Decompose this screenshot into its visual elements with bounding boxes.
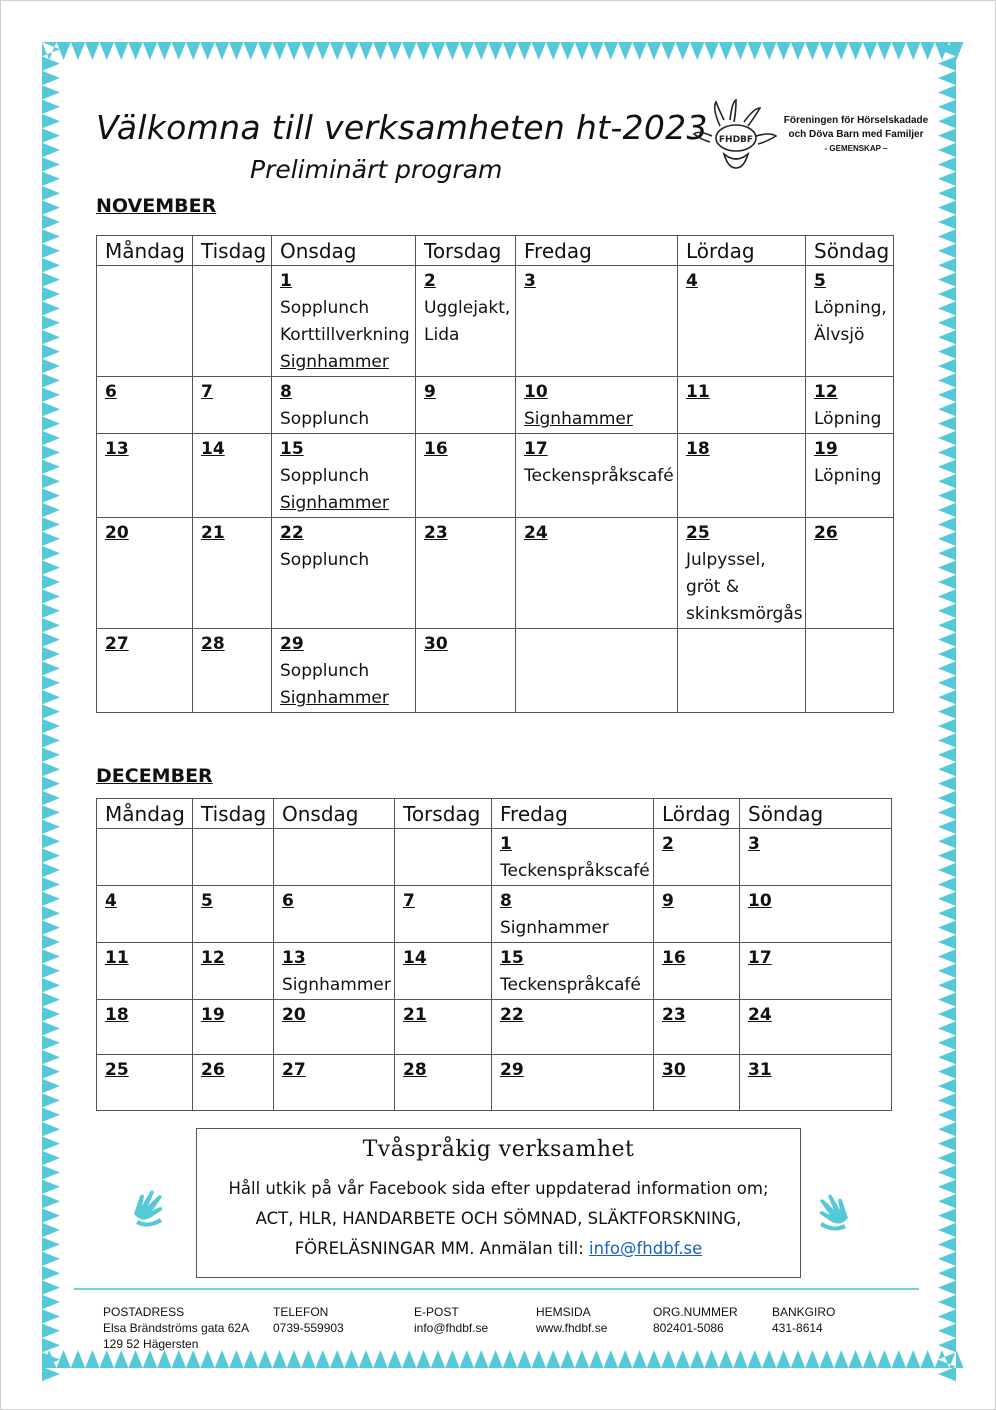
page-title: Välkomna till verksamheten ht-2023 xyxy=(96,108,708,147)
day-number: 9 xyxy=(424,382,436,402)
footer-postadress xyxy=(103,1304,249,1352)
november-calendar xyxy=(96,235,894,713)
calendar-day-cell xyxy=(516,434,678,518)
day-number: 14 xyxy=(201,439,225,459)
event-label: Julpyssel, xyxy=(686,550,766,570)
calendar-day-cell xyxy=(274,829,395,886)
day-number: 6 xyxy=(105,382,117,402)
day-number: 22 xyxy=(280,523,304,543)
svg-text:FHDBF: FHDBF xyxy=(718,135,754,145)
weekday-header: Söndag xyxy=(740,799,892,829)
weekday-header: Onsdag xyxy=(272,236,416,266)
calendar-day-cell xyxy=(395,1000,492,1055)
event-label: Ugglejakt, xyxy=(424,298,511,318)
footer-org-label: ORG.NUMMER xyxy=(653,1305,738,1319)
day-number: 27 xyxy=(282,1060,306,1080)
calendar-day-cell xyxy=(416,266,516,377)
info-text xyxy=(197,1174,800,1264)
day-number: 26 xyxy=(814,523,838,543)
day-number: 10 xyxy=(524,382,548,402)
info-line-3 xyxy=(197,1234,800,1264)
calendar-day-cell xyxy=(416,434,516,518)
calendar-day-cell xyxy=(193,829,274,886)
calendar-week-row xyxy=(97,377,894,434)
calendar-day-cell xyxy=(97,943,193,1000)
day-number: 25 xyxy=(686,523,710,543)
weekday-header: Tisdag xyxy=(193,236,272,266)
calendar-day-cell xyxy=(654,1000,740,1055)
weekday-header: Lördag xyxy=(678,236,806,266)
calendar-day-cell xyxy=(395,943,492,1000)
calendar-day-cell xyxy=(272,377,416,434)
footer-epost xyxy=(414,1304,488,1336)
calendar-day-cell xyxy=(274,886,395,943)
calendar-day-cell xyxy=(740,886,892,943)
day-number: 20 xyxy=(105,523,129,543)
day-number: 7 xyxy=(201,382,213,402)
calendar-day-cell xyxy=(193,1055,274,1111)
weekday-header: Torsdag xyxy=(395,799,492,829)
weekday-header: Måndag xyxy=(97,236,193,266)
calendar-day-cell xyxy=(516,518,678,629)
day-number: 19 xyxy=(814,439,838,459)
calendar-day-cell xyxy=(193,1000,274,1055)
day-number: 16 xyxy=(662,948,686,968)
event-label: Signhammer xyxy=(280,688,389,708)
day-number: 22 xyxy=(500,1005,524,1025)
calendar-day-cell xyxy=(492,1055,654,1111)
day-number: 21 xyxy=(201,523,225,543)
weekday-header: Lördag xyxy=(654,799,740,829)
day-number: 5 xyxy=(814,271,826,291)
calendar-day-cell xyxy=(416,629,516,713)
weekday-header: Tisdag xyxy=(193,799,274,829)
event-label: Korttillverkning xyxy=(280,325,410,345)
calendar-week-row xyxy=(97,266,894,377)
event-label: Löpning, xyxy=(814,298,887,318)
calendar-day-cell xyxy=(678,434,806,518)
info-title: Tvåspråkig verksamhet xyxy=(362,1137,635,1162)
calendar-day-cell xyxy=(193,518,272,629)
footer-orgnummer xyxy=(653,1304,738,1336)
day-number: 7 xyxy=(403,891,415,911)
day-number: 19 xyxy=(201,1005,225,1025)
calendar-day-cell xyxy=(740,829,892,886)
calendar-day-cell xyxy=(193,943,274,1000)
sign-language-hands-icon xyxy=(128,1184,168,1228)
calendar-day-cell xyxy=(97,1000,193,1055)
footer-divider xyxy=(74,1288,919,1290)
day-number: 18 xyxy=(686,439,710,459)
day-number: 17 xyxy=(524,439,548,459)
day-number: 24 xyxy=(524,523,548,543)
calendar-day-cell xyxy=(193,266,272,377)
calendar-day-cell xyxy=(272,434,416,518)
day-number: 9 xyxy=(662,891,674,911)
event-label: Älvsjö xyxy=(814,325,865,345)
footer-telefon-label: TELEFON xyxy=(273,1305,329,1319)
day-number: 29 xyxy=(280,634,304,654)
calendar-day-cell xyxy=(654,829,740,886)
calendar-day-cell xyxy=(492,829,654,886)
calendar-day-cell xyxy=(97,886,193,943)
day-number: 27 xyxy=(105,634,129,654)
footer-postadress-line2: 129 52 Hägersten xyxy=(103,1337,199,1351)
calendar-day-cell xyxy=(395,886,492,943)
event-label: Sopplunch xyxy=(280,661,370,681)
event-label: Löpning xyxy=(814,409,882,429)
calendar-day-cell xyxy=(492,1000,654,1055)
footer-epost-label: E-POST xyxy=(414,1305,459,1319)
event-label: Signhammer xyxy=(280,493,389,513)
day-number: 8 xyxy=(280,382,292,402)
day-number: 12 xyxy=(201,948,225,968)
day-number: 14 xyxy=(403,948,427,968)
day-number: 23 xyxy=(424,523,448,543)
weekday-header: Torsdag xyxy=(416,236,516,266)
calendar-day-cell xyxy=(516,377,678,434)
day-number: 6 xyxy=(282,891,294,911)
org-logo-icon xyxy=(690,96,782,176)
weekday-header: Måndag xyxy=(97,799,193,829)
footer-hemsida-value: www.fhdbf.se xyxy=(536,1321,608,1335)
footer-hemsida xyxy=(536,1304,607,1336)
calendar-week-row xyxy=(97,434,894,518)
day-number: 28 xyxy=(403,1060,427,1080)
footer-epost-value: info@fhdbf.se xyxy=(414,1321,489,1335)
event-label: Löpning xyxy=(814,466,882,486)
calendar-day-cell xyxy=(272,629,416,713)
day-number: 30 xyxy=(424,634,448,654)
day-number: 13 xyxy=(282,948,306,968)
day-number: 2 xyxy=(424,271,436,291)
calendar-day-cell xyxy=(740,1055,892,1111)
day-number: 15 xyxy=(280,439,304,459)
calendar-week-row xyxy=(97,518,894,629)
footer-telefon-value: 0739-559903 xyxy=(273,1321,344,1335)
calendar-day-cell xyxy=(97,629,193,713)
day-number: 4 xyxy=(686,271,698,291)
day-number: 8 xyxy=(500,891,512,911)
day-number: 1 xyxy=(500,834,512,854)
footer-postadress-line1: Elsa Brändströms gata 62A xyxy=(103,1321,250,1335)
event-label: Signhammer xyxy=(500,918,609,938)
weekday-header: Fredag xyxy=(492,799,654,829)
calendar-day-cell xyxy=(272,266,416,377)
day-number: 31 xyxy=(748,1060,772,1080)
december-calendar xyxy=(96,798,892,1111)
weekday-header: Onsdag xyxy=(274,799,395,829)
weekday-header: Söndag xyxy=(806,236,894,266)
day-number: 10 xyxy=(748,891,772,911)
footer-postadress-label: POSTADRESS xyxy=(103,1305,185,1319)
calendar-day-cell xyxy=(193,377,272,434)
info-line-3-prefix: FÖRELÄSNINGAR MM. Anmälan till: xyxy=(294,1239,590,1258)
footer-telefon xyxy=(273,1304,344,1336)
calendar-day-cell xyxy=(678,518,806,629)
org-name xyxy=(776,114,936,156)
day-number: 12 xyxy=(814,382,838,402)
calendar-day-cell xyxy=(678,629,806,713)
bilingual-activities-box xyxy=(196,1128,801,1278)
day-number: 17 xyxy=(748,948,772,968)
day-number: 3 xyxy=(748,834,760,854)
calendar-week-row xyxy=(97,1055,892,1111)
footer-bankgiro-label: BANKGIRO xyxy=(772,1305,836,1319)
calendar-day-cell xyxy=(516,629,678,713)
calendar-day-cell xyxy=(740,943,892,1000)
day-number: 3 xyxy=(524,271,536,291)
calendar-day-cell xyxy=(97,518,193,629)
email-link[interactable]: info@fhdbf.se xyxy=(589,1239,703,1258)
calendar-day-cell xyxy=(416,518,516,629)
sign-language-hands-icon xyxy=(814,1188,854,1232)
day-number: 4 xyxy=(105,891,117,911)
calendar-day-cell xyxy=(806,518,894,629)
day-number: 2 xyxy=(662,834,674,854)
day-number: 16 xyxy=(424,439,448,459)
event-label: skinksmörgås xyxy=(686,604,803,624)
day-number: 11 xyxy=(105,948,129,968)
calendar-week-row xyxy=(97,1000,892,1055)
day-number: 18 xyxy=(105,1005,129,1025)
footer-org-value: 802401-5086 xyxy=(653,1321,724,1335)
weekday-header: Fredag xyxy=(516,236,678,266)
calendar-day-cell xyxy=(395,1055,492,1111)
org-name-line1: Föreningen för Hörselskadade xyxy=(783,115,929,126)
calendar-week-row xyxy=(97,829,892,886)
calendar-week-row xyxy=(97,629,894,713)
calendar-day-cell xyxy=(97,434,193,518)
day-number: 30 xyxy=(662,1060,686,1080)
calendar-day-cell xyxy=(274,943,395,1000)
day-number: 1 xyxy=(280,271,292,291)
calendar-day-cell xyxy=(806,434,894,518)
day-number: 5 xyxy=(201,891,213,911)
info-line-1: Håll utkik på vår Facebook sida efter uppdaterad information om; xyxy=(228,1179,769,1198)
calendar-day-cell xyxy=(274,1000,395,1055)
day-number: 20 xyxy=(282,1005,306,1025)
calendar-day-cell xyxy=(654,1055,740,1111)
day-number: 11 xyxy=(686,382,710,402)
calendar-day-cell xyxy=(678,377,806,434)
calendar-day-cell xyxy=(654,943,740,1000)
calendar-day-cell xyxy=(492,943,654,1000)
day-number: 29 xyxy=(500,1060,524,1080)
calendar-day-cell xyxy=(274,1055,395,1111)
calendar-day-cell xyxy=(272,518,416,629)
month-heading-december: DECEMBER xyxy=(96,765,213,787)
event-label: Lida xyxy=(424,325,460,345)
calendar-day-cell xyxy=(516,266,678,377)
day-number: 25 xyxy=(105,1060,129,1080)
event-label: Sopplunch xyxy=(280,409,370,429)
org-name-line2: och Döva Barn med Familjer xyxy=(788,129,924,140)
calendar-day-cell xyxy=(193,434,272,518)
calendar-day-cell xyxy=(678,266,806,377)
day-number: 13 xyxy=(105,439,129,459)
event-label: Sopplunch xyxy=(280,550,370,570)
calendar-day-cell xyxy=(806,266,894,377)
calendar-day-cell xyxy=(97,1055,193,1111)
calendar-week-row xyxy=(97,886,892,943)
month-heading-november: NOVEMBER xyxy=(96,195,217,217)
event-label: Signhammer xyxy=(524,409,633,429)
event-label: Signhammer xyxy=(280,352,389,372)
day-number: 21 xyxy=(403,1005,427,1025)
calendar-day-cell xyxy=(416,377,516,434)
footer-bankgiro-value: 431-8614 xyxy=(772,1321,823,1335)
event-label: Sopplunch xyxy=(280,466,370,486)
day-number: 23 xyxy=(662,1005,686,1025)
calendar-day-cell xyxy=(97,377,193,434)
calendar-day-cell xyxy=(492,886,654,943)
footer-bankgiro xyxy=(772,1304,835,1336)
calendar-day-cell xyxy=(193,886,274,943)
footer-hemsida-label: HEMSIDA xyxy=(536,1305,591,1319)
event-label: Teckenspråkcafé xyxy=(500,975,641,995)
calendar-week-row xyxy=(97,943,892,1000)
calendar-day-cell xyxy=(97,829,193,886)
event-label: Signhammer xyxy=(282,975,391,995)
event-label: Teckenspråkscafé xyxy=(500,861,650,881)
info-line-2: ACT, HLR, HANDARBETE OCH SÖMNAD, SLÄKTFORSKNING, xyxy=(255,1209,742,1228)
event-label: gröt & xyxy=(686,577,740,597)
calendar-day-cell xyxy=(97,266,193,377)
calendar-day-cell xyxy=(806,629,894,713)
day-number: 15 xyxy=(500,948,524,968)
calendar-day-cell xyxy=(395,829,492,886)
event-label: Teckenspråkscafé xyxy=(524,466,674,486)
day-number: 24 xyxy=(748,1005,772,1025)
day-number: 26 xyxy=(201,1060,225,1080)
event-label: Sopplunch xyxy=(280,298,370,318)
calendar-day-cell xyxy=(654,886,740,943)
page-subtitle: Preliminärt program xyxy=(250,155,503,184)
calendar-day-cell xyxy=(193,629,272,713)
calendar-day-cell xyxy=(806,377,894,434)
calendar-day-cell xyxy=(740,1000,892,1055)
day-number: 28 xyxy=(201,634,225,654)
org-name-line3: - GEMENSKAP – xyxy=(824,144,888,153)
